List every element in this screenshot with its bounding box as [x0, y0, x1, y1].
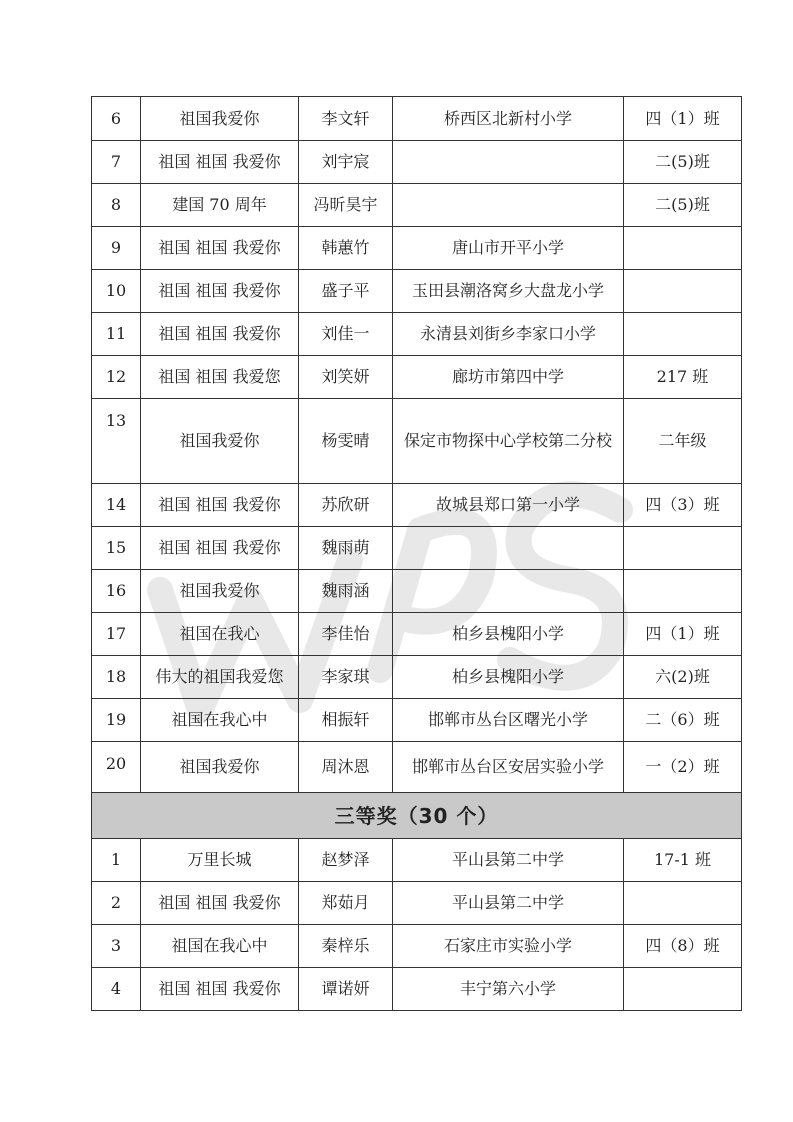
work-title-cell: 祖国我爱你 — [141, 399, 299, 484]
class-name-cell: 二(5)班 — [624, 141, 742, 184]
student-name-cell: 李家琪 — [299, 656, 393, 699]
school-name-cell: 邯郸市丛台区曙光小学 — [393, 699, 624, 742]
work-title-cell: 伟大的祖国我爱您 — [141, 656, 299, 699]
table-row — [92, 399, 742, 484]
row-number-cell: 3 — [92, 925, 141, 968]
table-row — [92, 742, 742, 793]
award-table — [91, 96, 742, 1011]
row-number-cell: 4 — [92, 968, 141, 1011]
class-name-cell — [624, 313, 742, 356]
table-row — [92, 270, 742, 313]
work-title-cell: 祖国 祖国 我爱你 — [141, 227, 299, 270]
class-name-cell: 四（1）班 — [624, 97, 742, 141]
row-number-cell: 19 — [92, 699, 141, 742]
table-row — [92, 97, 742, 141]
school-name-cell: 桥西区北新村小学 — [393, 97, 624, 141]
class-name-cell: 217 班 — [624, 356, 742, 399]
table-row — [92, 184, 742, 227]
class-name-cell: 四（8）班 — [624, 925, 742, 968]
work-title-cell: 祖国 祖国 我爱你 — [141, 313, 299, 356]
class-name-cell: 六(2)班 — [624, 656, 742, 699]
school-name-cell — [393, 184, 624, 227]
row-number-cell: 8 — [92, 184, 141, 227]
school-name-cell — [393, 570, 624, 613]
table-row — [92, 613, 742, 656]
school-name-cell: 唐山市开平小学 — [393, 227, 624, 270]
table-row — [92, 968, 742, 1011]
class-name-cell — [624, 570, 742, 613]
student-name-cell: 苏欣研 — [299, 484, 393, 527]
class-name-cell — [624, 227, 742, 270]
student-name-cell: 郑茹月 — [299, 882, 393, 925]
table-row — [92, 656, 742, 699]
class-name-cell — [624, 968, 742, 1011]
school-name-cell: 玉田县潮洛窝乡大盘龙小学 — [393, 270, 624, 313]
work-title-cell: 祖国在我心 — [141, 613, 299, 656]
student-name-cell: 杨雯晴 — [299, 399, 393, 484]
student-name-cell: 相振轩 — [299, 699, 393, 742]
work-title-cell: 祖国我爱你 — [141, 570, 299, 613]
class-name-cell: 一（2）班 — [624, 742, 742, 793]
student-name-cell: 秦梓乐 — [299, 925, 393, 968]
row-number-cell: 18 — [92, 656, 141, 699]
table-row — [92, 141, 742, 184]
row-number-cell: 1 — [92, 839, 141, 882]
table-row — [92, 313, 742, 356]
section-header: 三等奖（30 个） — [92, 793, 742, 839]
table-row — [92, 484, 742, 527]
table-row — [92, 527, 742, 570]
work-title-cell: 祖国在我心中 — [141, 925, 299, 968]
table-row — [92, 356, 742, 399]
school-name-cell: 平山县第二中学 — [393, 839, 624, 882]
row-number-cell: 17 — [92, 613, 141, 656]
work-title-cell: 祖国 祖国 我爱你 — [141, 882, 299, 925]
row-number-cell: 11 — [92, 313, 141, 356]
class-name-cell — [624, 882, 742, 925]
student-name-cell: 李佳怡 — [299, 613, 393, 656]
school-name-cell: 柏乡县槐阳小学 — [393, 613, 624, 656]
work-title-cell: 祖国 祖国 我爱你 — [141, 270, 299, 313]
school-name-cell: 保定市物探中心学校第二分校 — [393, 399, 624, 484]
row-number-cell: 20 — [92, 742, 141, 793]
class-name-cell: 二(5)班 — [624, 184, 742, 227]
work-title-cell: 祖国我爱你 — [141, 97, 299, 141]
class-name-cell: 四（3）班 — [624, 484, 742, 527]
table-row — [92, 839, 742, 882]
school-name-cell: 石家庄市实验小学 — [393, 925, 624, 968]
student-name-cell: 魏雨萌 — [299, 527, 393, 570]
table-row — [92, 925, 742, 968]
row-number-cell: 12 — [92, 356, 141, 399]
class-name-cell: 二年级 — [624, 399, 742, 484]
class-name-cell — [624, 527, 742, 570]
row-number-cell: 10 — [92, 270, 141, 313]
student-name-cell: 韩蕙竹 — [299, 227, 393, 270]
student-name-cell: 刘笑妍 — [299, 356, 393, 399]
table-row — [92, 570, 742, 613]
student-name-cell: 魏雨涵 — [299, 570, 393, 613]
class-name-cell: 17-1 班 — [624, 839, 742, 882]
work-title-cell: 万里长城 — [141, 839, 299, 882]
student-name-cell: 刘宇宸 — [299, 141, 393, 184]
row-number-cell: 16 — [92, 570, 141, 613]
school-name-cell: 邯郸市丛台区安居实验小学 — [393, 742, 624, 793]
school-name-cell: 丰宁第六小学 — [393, 968, 624, 1011]
row-number-cell: 15 — [92, 527, 141, 570]
student-name-cell: 刘佳一 — [299, 313, 393, 356]
work-title-cell: 祖国 祖国 我爱你 — [141, 141, 299, 184]
class-name-cell: 二（6）班 — [624, 699, 742, 742]
student-name-cell: 李文轩 — [299, 97, 393, 141]
student-name-cell: 冯昕昊宇 — [299, 184, 393, 227]
student-name-cell: 赵梦泽 — [299, 839, 393, 882]
school-name-cell: 柏乡县槐阳小学 — [393, 656, 624, 699]
school-name-cell — [393, 141, 624, 184]
work-title-cell: 建国 70 周年 — [141, 184, 299, 227]
school-name-cell: 永清县刘街乡李家口小学 — [393, 313, 624, 356]
work-title-cell: 祖国 祖国 我爱你 — [141, 968, 299, 1011]
school-name-cell: 廊坊市第四中学 — [393, 356, 624, 399]
work-title-cell: 祖国 祖国 我爱您 — [141, 356, 299, 399]
work-title-cell: 祖国我爱你 — [141, 742, 299, 793]
work-title-cell: 祖国 祖国 我爱你 — [141, 484, 299, 527]
student-name-cell: 盛子平 — [299, 270, 393, 313]
row-number-cell: 14 — [92, 484, 141, 527]
class-name-cell — [624, 270, 742, 313]
table-row — [92, 882, 742, 925]
class-name-cell: 四（1）班 — [624, 613, 742, 656]
school-name-cell: 故城县郑口第一小学 — [393, 484, 624, 527]
student-name-cell: 谭诺妍 — [299, 968, 393, 1011]
table-row — [92, 227, 742, 270]
work-title-cell: 祖国 祖国 我爱你 — [141, 527, 299, 570]
section-header-row — [92, 793, 742, 839]
student-name-cell: 周沐恩 — [299, 742, 393, 793]
school-name-cell — [393, 527, 624, 570]
table-row — [92, 699, 742, 742]
work-title-cell: 祖国在我心中 — [141, 699, 299, 742]
row-number-cell: 13 — [92, 399, 141, 484]
school-name-cell: 平山县第二中学 — [393, 882, 624, 925]
row-number-cell: 9 — [92, 227, 141, 270]
row-number-cell: 2 — [92, 882, 141, 925]
row-number-cell: 6 — [92, 97, 141, 141]
row-number-cell: 7 — [92, 141, 141, 184]
